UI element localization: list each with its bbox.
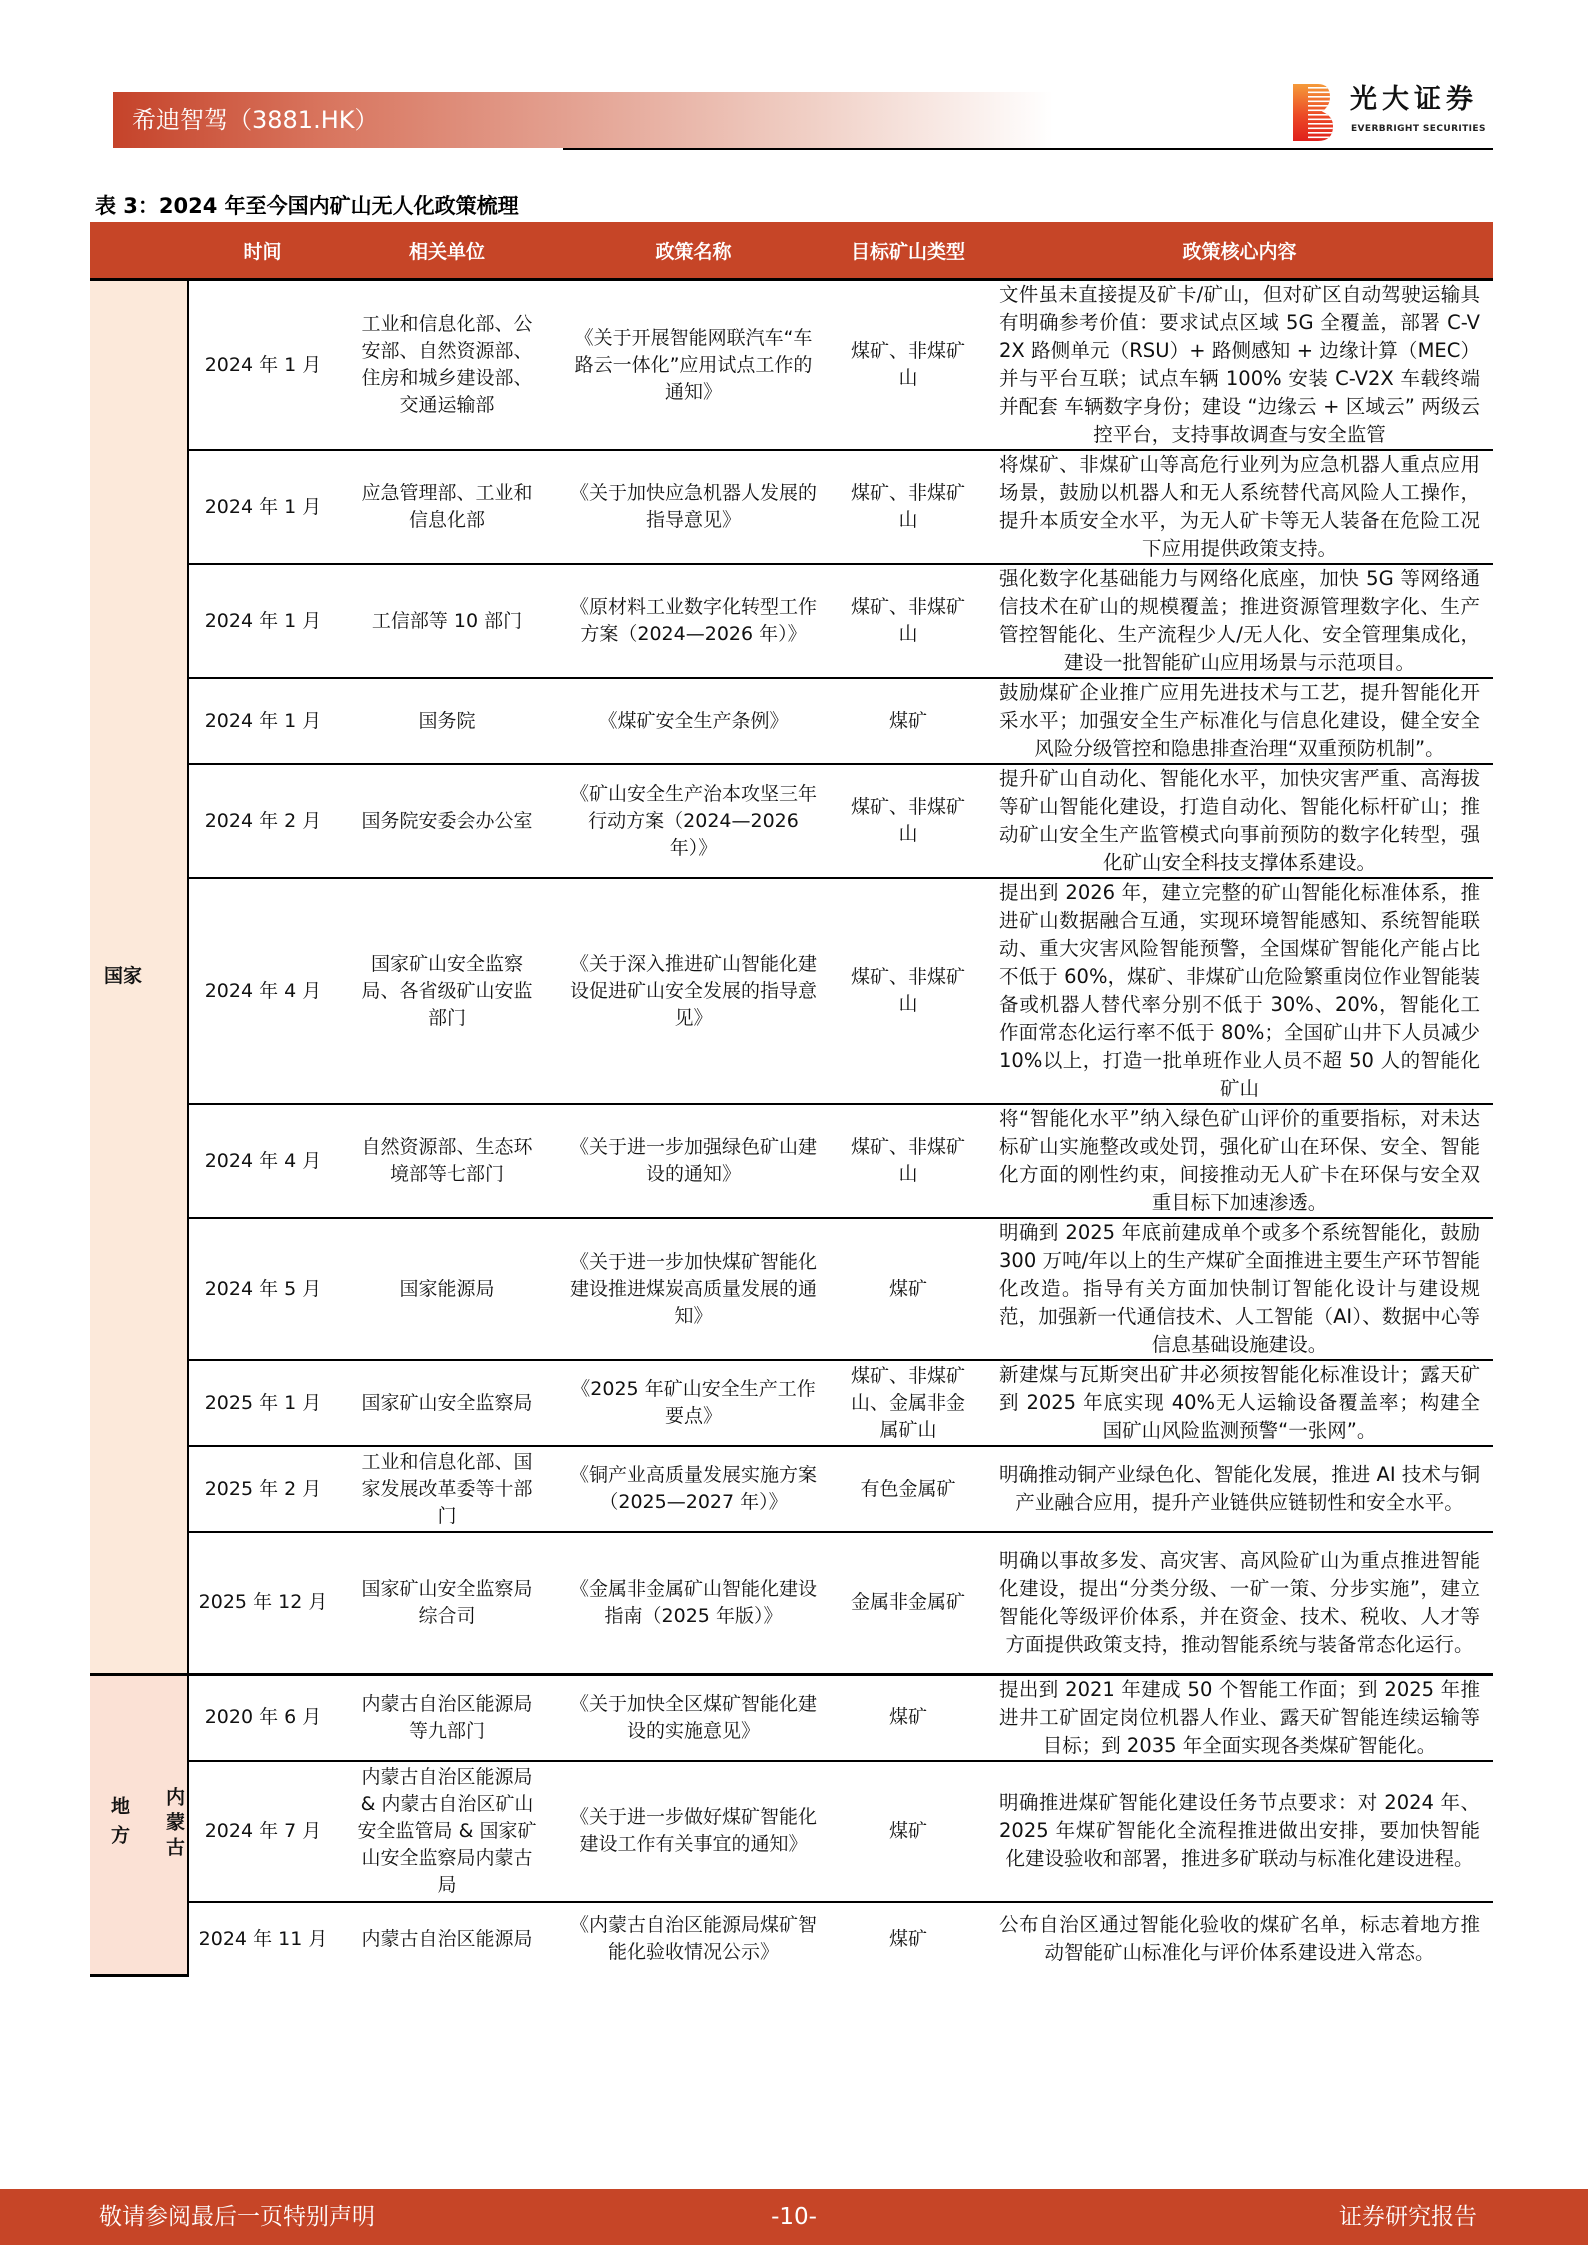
cell-unit: 应急管理部、工业和信息化部 bbox=[337, 450, 557, 564]
cell-mine-type: 煤矿 bbox=[830, 678, 986, 764]
cell-date: 2025 年 1 月 bbox=[188, 1360, 337, 1446]
table-header-row bbox=[90, 222, 1493, 280]
cell-date: 2024 年 4 月 bbox=[188, 1104, 337, 1218]
group-sublabel-inner-mongolia: 内蒙古 bbox=[163, 1787, 185, 1863]
page-footer bbox=[0, 2189, 1588, 2245]
cell-core-content: 文件虽未直接提及矿卡/矿山，但对矿区自动驾驶运输具有明确参考价值：要求试点区域 5G 全覆盖，部署 C-V2X 路侧单元（RSU）+ 路侧感知 + 边缘计算（MEC） 并与平台互联；试点车辆 100% 安装 C-V2X 车载终端 并配套 车辆数字身份；建设 “边缘云 + 区域云” 两级云控平台，支持事故调查与安全监管 bbox=[986, 280, 1493, 451]
cell-policy-name: 《关于加快应急机器人发展的指导意见》 bbox=[557, 450, 830, 564]
cell-core-content: 公布自治区通过智能化验收的煤矿名单，标志着地方推动智能矿山标准化与评价体系建设进入常态。 bbox=[999, 1913, 1480, 1964]
cell-core-content: 明确推进煤矿智能化建设任务节点要求：对 2024 年、2025 年煤矿智能化全流程推进做出安排，要加快智能化建设验收和部署，推进多矿联动与标准化建设进程。 bbox=[986, 1761, 1493, 1902]
cell-mine-type: 煤矿、非煤矿山 bbox=[830, 764, 986, 878]
cell-unit: 内蒙古自治区能源局 bbox=[361, 1927, 533, 1950]
header-divider bbox=[563, 148, 1493, 150]
table-row bbox=[90, 1218, 1493, 1360]
table-row bbox=[90, 1902, 1493, 1976]
cell-unit: 国家矿山安全监察局 bbox=[337, 1360, 557, 1446]
cell-mine-type: 煤矿 bbox=[888, 1927, 927, 1950]
header-region bbox=[90, 222, 188, 280]
cell-core-content: 强化数字化基础能力与网络化底座，加快 5G 等网络通信技术在矿山的规模覆盖；推进资源管理数字化、生产管控智能化、生产流程少人/无人化、安全管理集成化，建设一批智能矿山应用场景与示范项目。 bbox=[986, 564, 1493, 678]
cell-date: 2024 年 5 月 bbox=[188, 1218, 337, 1360]
table-row bbox=[90, 1446, 1493, 1532]
cell-policy-name: 《金属非金属矿山智能化建设指南（2025 年版）》 bbox=[557, 1532, 830, 1674]
policy-table bbox=[90, 222, 1493, 1977]
cell-date: 2024 年 1 月 bbox=[188, 564, 337, 678]
table-row bbox=[90, 1104, 1493, 1218]
header-date: 时间 bbox=[188, 222, 337, 280]
everbright-logo-icon bbox=[1293, 84, 1333, 141]
cell-unit: 国务院安委会办公室 bbox=[337, 764, 557, 878]
cell-date: 2024 年 1 月 bbox=[188, 280, 337, 451]
cell-date: 2024 年 1 月 bbox=[188, 678, 337, 764]
cell-mine-type: 煤矿、非煤矿山 bbox=[830, 1104, 986, 1218]
group-label-local bbox=[90, 1674, 188, 1976]
cell-unit: 国家矿山安全监察局综合司 bbox=[337, 1532, 557, 1674]
cell-core-content: 明确推动铜产业绿色化、智能化发展，推进 AI 技术与铜产业融合应用，提升产业链供应链韧性和安全水平。 bbox=[986, 1446, 1493, 1532]
cell-mine-type: 煤矿 bbox=[830, 1218, 986, 1360]
cell-date: 2024 年 11 月 bbox=[198, 1927, 328, 1950]
footer-disclaimer: 敬请参阅最后一页特别声明 bbox=[99, 2204, 375, 2230]
cell-policy-name: 《2025 年矿山安全生产工作要点》 bbox=[557, 1360, 830, 1446]
table-row bbox=[90, 1761, 1493, 1902]
group-label-local-text: 地方 bbox=[108, 1795, 130, 1854]
cell-date: 2024 年 7 月 bbox=[188, 1761, 337, 1902]
cell-unit: 国家矿山安全监察局、各省级矿山安监部门 bbox=[337, 878, 557, 1104]
cell-mine-type: 煤矿、非煤矿山 bbox=[830, 450, 986, 564]
table-row bbox=[90, 1674, 1493, 1761]
cell-core-content: 将煤矿、非煤矿山等高危行业列为应急机器人重点应用场景，鼓励以机器人和无人系统替代高风险人工操作，提升本质安全水平，为无人矿卡等无人装备在危险工况下应用提供政策支持。 bbox=[986, 450, 1493, 564]
header-core-content: 政策核心内容 bbox=[986, 222, 1493, 280]
cell-core-content: 提出到 2021 年建成 50 个智能工作面；到 2025 年推进井工矿固定岗位机器人作业、露天矿智能连续运输等目标；到 2035 年全面实现各类煤矿智能化。 bbox=[986, 1674, 1493, 1761]
cell-date: 2025 年 12 月 bbox=[188, 1532, 337, 1674]
cell-policy-name: 《关于加快全区煤矿智能化建设的实施意见》 bbox=[557, 1674, 830, 1761]
cell-policy-name: 《内蒙古自治区能源局煤矿智能化验收情况公示》 bbox=[569, 1914, 817, 1963]
group-label-national: 国家 bbox=[90, 280, 188, 1675]
local-group-labels bbox=[90, 1677, 187, 1973]
cell-policy-name: 《关于进一步做好煤矿智能化建设工作有关事宜的通知》 bbox=[557, 1761, 830, 1902]
header-policy-name: 政策名称 bbox=[557, 222, 830, 280]
cell-mine-type: 煤矿、非煤矿山 bbox=[830, 878, 986, 1104]
table-row bbox=[90, 280, 1493, 451]
cell-mine-type: 有色金属矿 bbox=[830, 1446, 986, 1532]
cell-core-content: 将“智能化水平”纳入绿色矿山评价的重要指标，对未达标矿山实施整改或处罚，强化矿山在环保、安全、智能化方面的刚性约束，间接推动无人矿卡在环保与安全双重目标下加速渗透。 bbox=[986, 1104, 1493, 1218]
header-unit: 相关单位 bbox=[337, 222, 557, 280]
cell-core-content: 鼓励煤矿企业推广应用先进技术与工艺，提升智能化开采水平；加强安全生产标准化与信息化建设，健全安全风险分级管控和隐患排查治理“双重预防机制”。 bbox=[986, 678, 1493, 764]
cell-mine-type: 煤矿、非煤矿山、金属非金属矿山 bbox=[830, 1360, 986, 1446]
table-row bbox=[90, 1532, 1493, 1674]
cell-unit: 内蒙古自治区能源局等九部门 bbox=[337, 1674, 557, 1761]
table-row bbox=[90, 878, 1493, 1104]
cell-date: 2024 年 1 月 bbox=[188, 450, 337, 564]
cell-mine-type: 金属非金属矿 bbox=[830, 1532, 986, 1674]
cell-mine-type: 煤矿、非煤矿山 bbox=[830, 564, 986, 678]
cell-unit: 国务院 bbox=[337, 678, 557, 764]
table-title: 表 3：2024 年至今国内矿山无人化政策梳理 bbox=[95, 194, 519, 218]
table-row bbox=[90, 764, 1493, 878]
cell-date: 2020 年 6 月 bbox=[188, 1674, 337, 1761]
cell-policy-name: 《原材料工业数字化转型工作方案（2024—2026 年）》 bbox=[557, 564, 830, 678]
page-number: -10- bbox=[771, 2204, 817, 2230]
brand-name-cn: 光大证券 bbox=[1350, 84, 1478, 115]
cell-core-content: 提升矿山自动化、智能化水平，加快灾害严重、高海拔等矿山智能化建设，打造自动化、智能化标杆矿山；推动矿山安全生产监管模式向事前预防的数字化转型，强化矿山安全科技支撑体系建设。 bbox=[986, 764, 1493, 878]
cell-core-content: 明确以事故多发、高灾害、高风险矿山为重点推进智能化建设，提出“分类分级、一矿一策、分步实施”，建立智能化等级评价体系，并在资金、技术、税收、人才等方面提供政策支持，推动智能系统与装备常态化运行。 bbox=[986, 1532, 1493, 1674]
cell-core-content: 新建煤与瓦斯突出矿井必须按智能化标准设计；露天矿到 2025 年底实现 40%无人运输设备覆盖率；构建全国矿山风险监测预警“一张网”。 bbox=[986, 1360, 1493, 1446]
cell-date: 2024 年 4 月 bbox=[188, 878, 337, 1104]
cell-mine-type: 煤矿、非煤矿山 bbox=[830, 280, 986, 451]
cell-date: 2024 年 2 月 bbox=[188, 764, 337, 878]
cell-unit: 内蒙古自治区能源局 & 内蒙古自治区矿山安全监管局 & 国家矿山安全监察局内蒙古局 bbox=[337, 1761, 557, 1902]
cell-core-content: 提出到 2026 年，建立完整的矿山智能化标准体系，推进矿山数据融合互通，实现环境智能感知、系统智能联动、重大灾害风险智能预警，全国煤矿智能化产能占比不低于 60%，煤矿、非煤矿山危险繁重岗位作业智能装备或机器人替代率分别不低于 30%、20%，智能化工作面常态化运行率不低于 80%；全国矿山井下人员减少 10%以上，打造一批单班作业人员不超 50 人的智能化矿山 bbox=[986, 878, 1493, 1104]
cell-policy-name: 《关于深入推进矿山智能化建设促进矿山安全发展的指导意见》 bbox=[557, 878, 830, 1104]
brand-name-en: EVERBRIGHT SECURITIES bbox=[1351, 124, 1486, 134]
cell-mine-type: 煤矿 bbox=[830, 1761, 986, 1902]
cell-unit: 自然资源部、生态环境部等七部门 bbox=[337, 1104, 557, 1218]
cell-unit: 工业和信息化部、国家发展改革委等十部门 bbox=[337, 1446, 557, 1532]
table-row bbox=[90, 450, 1493, 564]
header-mine-type: 目标矿山类型 bbox=[830, 222, 986, 280]
cell-policy-name: 《关于进一步加强绿色矿山建设的通知》 bbox=[557, 1104, 830, 1218]
cell-mine-type: 煤矿 bbox=[830, 1674, 986, 1761]
cell-core-content: 明确到 2025 年底前建成单个或多个系统智能化，鼓励 300 万吨/年以上的生产煤矿全面推进主要生产环节智能化改造。指导有关方面加快制订智能化设计与建设规范，加强新一代通信技术、人工智能（AI）、数据中心等信息基础设施建设。 bbox=[986, 1218, 1493, 1360]
cell-policy-name: 《煤矿安全生产条例》 bbox=[557, 678, 830, 764]
cell-policy-name: 《关于进一步加快煤矿智能化建设推进煤炭高质量发展的通知》 bbox=[557, 1218, 830, 1360]
cell-policy-name: 《矿山安全生产治本攻坚三年行动方案（2024—2026 年）》 bbox=[557, 764, 830, 878]
cell-unit: 工业和信息化部、公安部、自然资源部、住房和城乡建设部、交通运输部 bbox=[337, 280, 557, 451]
table-row bbox=[90, 678, 1493, 764]
cell-date: 2025 年 2 月 bbox=[188, 1446, 337, 1532]
table-row bbox=[90, 564, 1493, 678]
company-ticker-title: 希迪智驾（3881.HK） bbox=[132, 106, 379, 134]
cell-policy-name: 《关于开展智能网联汽车“车路云一体化”应用试点工作的通知》 bbox=[557, 280, 830, 451]
footer-doc-type: 证券研究报告 bbox=[1339, 2204, 1477, 2230]
cell-policy-name: 《铜产业高质量发展实施方案（2025—2027 年）》 bbox=[557, 1446, 830, 1532]
report-header-banner bbox=[113, 92, 1053, 148]
cell-unit: 工信部等 10 部门 bbox=[337, 564, 557, 678]
table-row bbox=[90, 1360, 1493, 1446]
cell-unit: 国家能源局 bbox=[337, 1218, 557, 1360]
